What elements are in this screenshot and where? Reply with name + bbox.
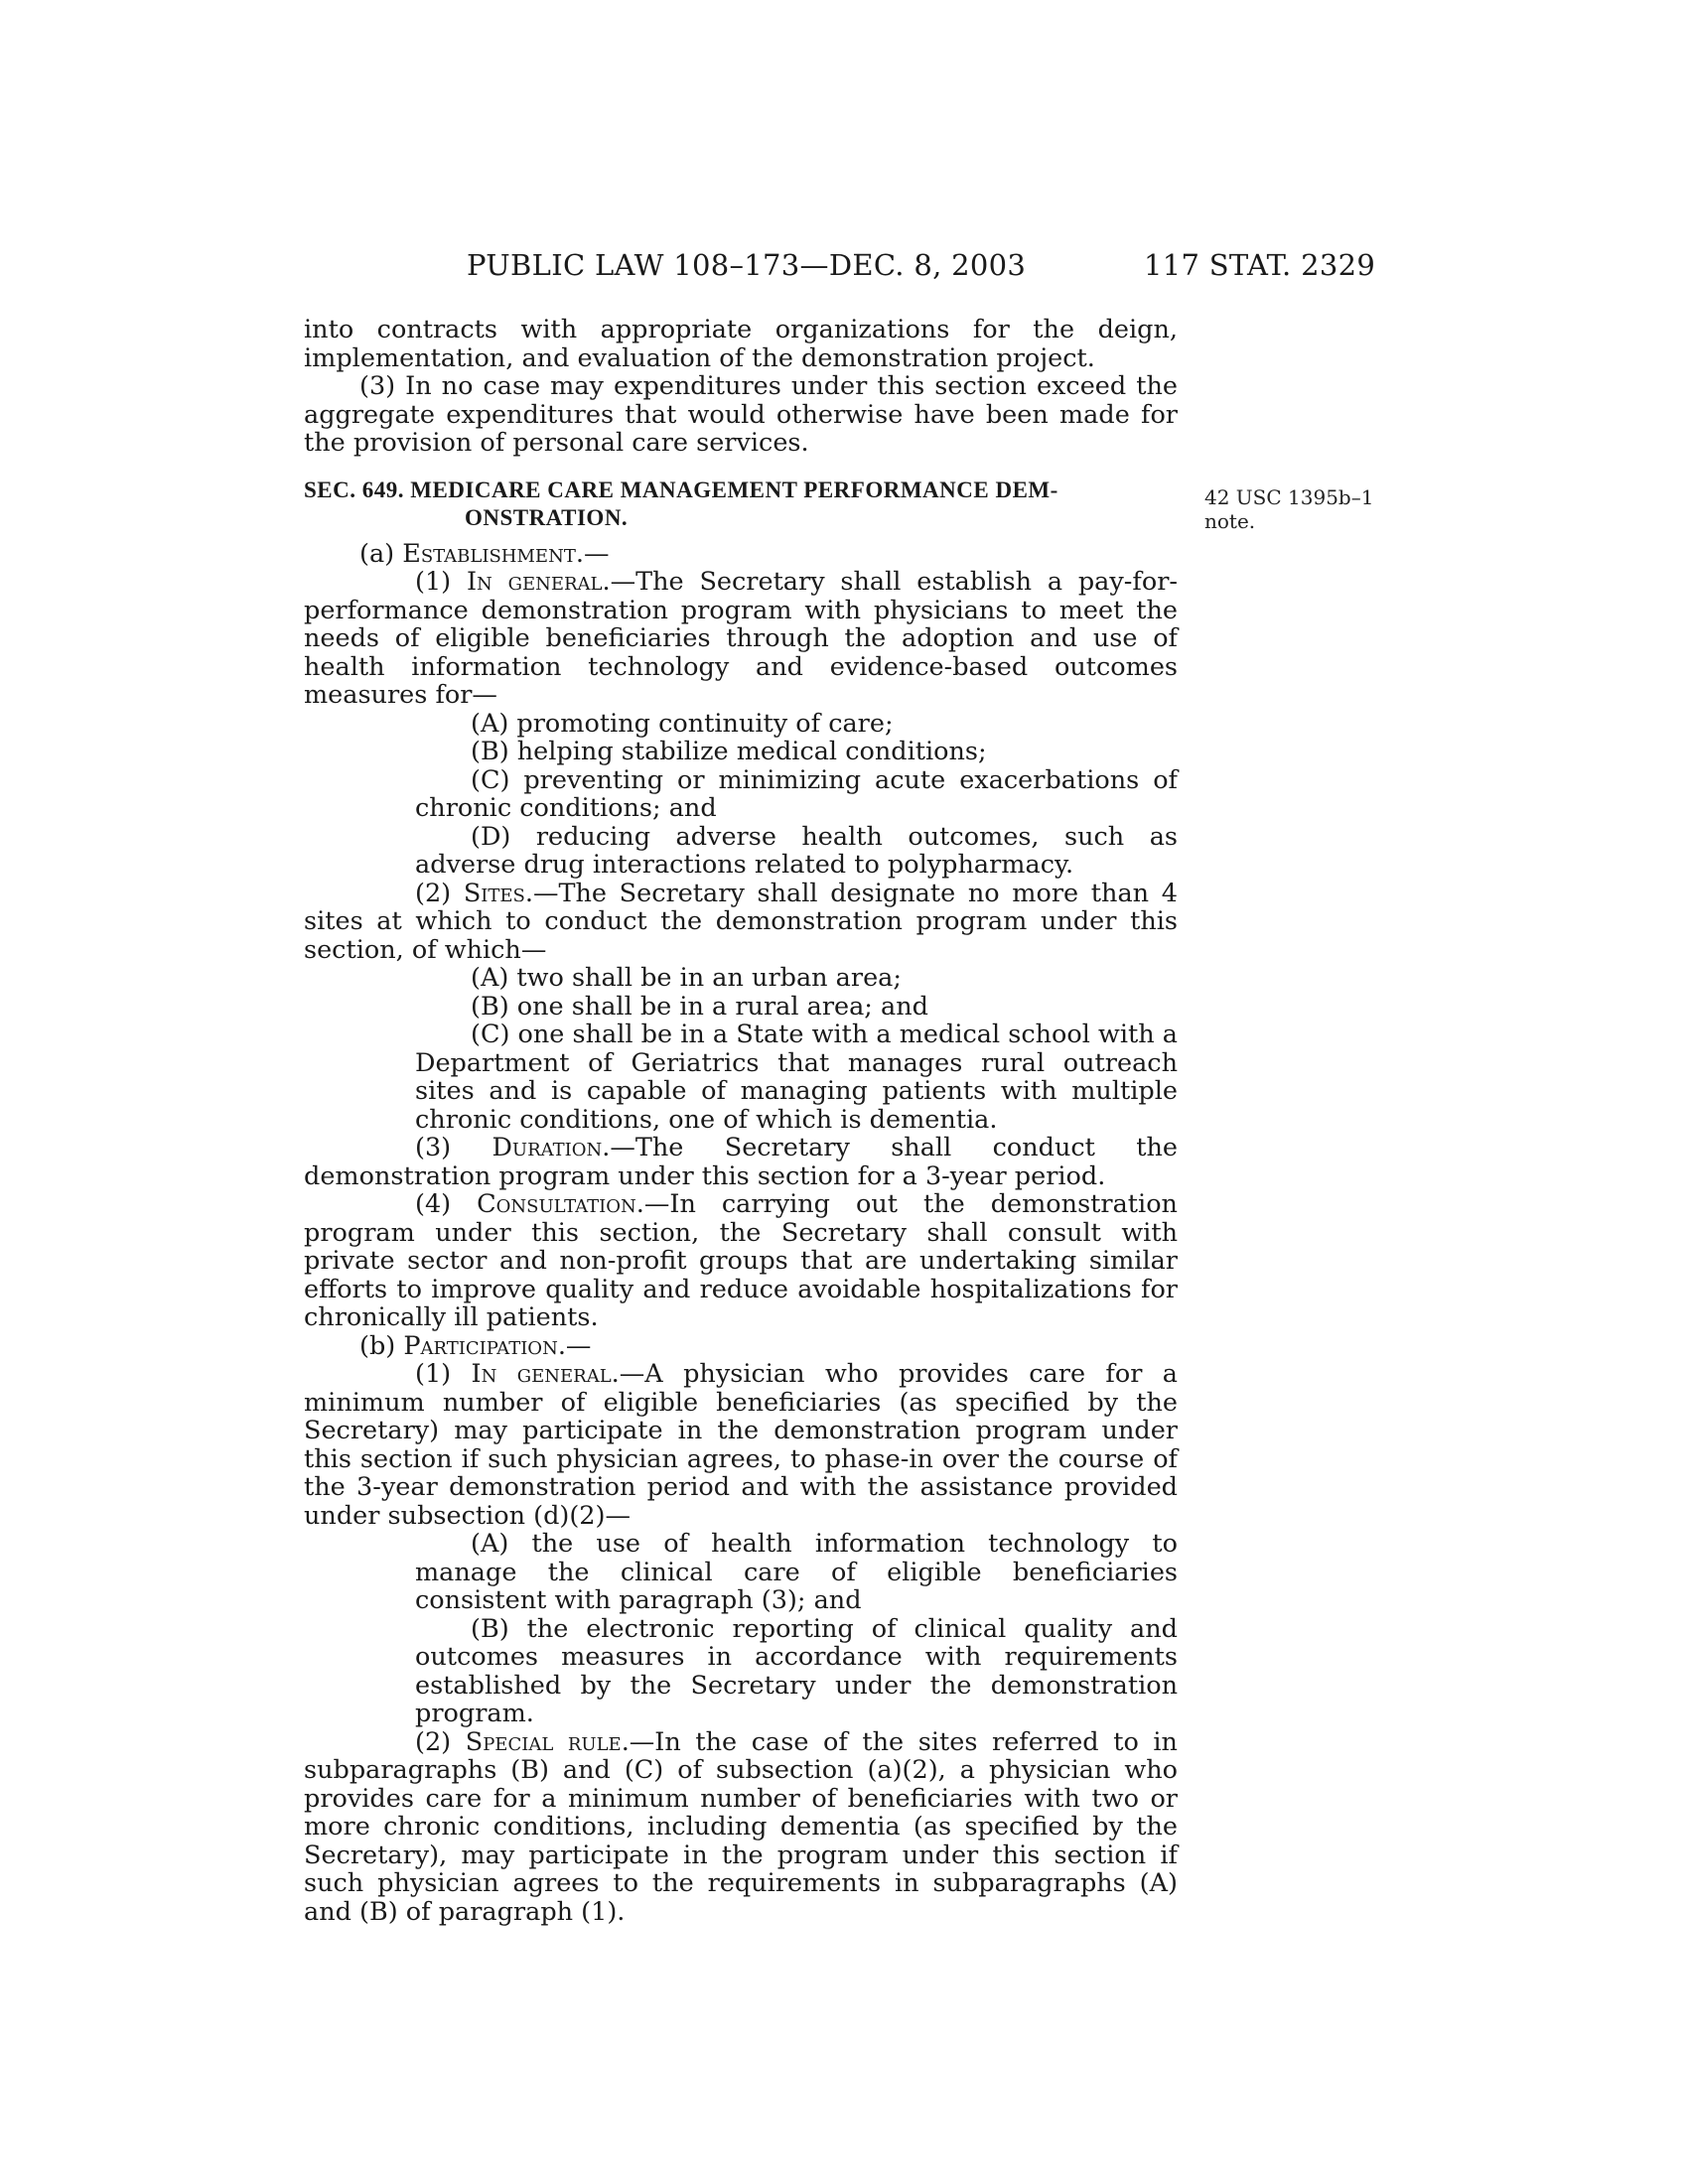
section-heading-line2: ONSTRATION. (465, 504, 629, 530)
paragraph-a2-num: (2) (415, 878, 464, 908)
subsection-a-num: (a) (359, 538, 403, 569)
paragraph-a1-title: In general (466, 567, 603, 597)
subsection-b-heading (304, 1332, 1178, 1361)
paragraph-a2 (304, 880, 1178, 965)
margin-note-citation: 42 USC 1395b–1 (1204, 485, 1374, 509)
paragraph-a1-num: (1) (415, 567, 467, 597)
paragraph-b1-text: .—A physician who provides care for a minimum number of eligible beneficiaries (as specified by the Secretary) may participate in the demonstration program under this section if such physician agrees, to phase-in over the course of the 3-year demonstration period and with the assistance provided under subsection (d)(2)— (304, 1359, 1179, 1531)
clause-b1-B: (B) the electronic reporting of clinical quality and outcomes measures in accordance with requirements established by the Secretary under the demonstration program. (415, 1613, 1178, 1728)
subsection-b-num: (b) (359, 1330, 404, 1361)
paragraph-a4-text: .—In carrying out the demonstration program under this section, the Secretary shall consult with private sector and non-profit groups that are undertaking similar efforts to improve quality and reduce avoidable hospitalizations for chronically ill patients. (304, 1189, 1178, 1332)
statute-reference: 117 STAT. 2329 (1144, 248, 1376, 282)
paragraph-a1-text: .—The Secretary shall establish a pay-for-performance demonstration program with physicians to meet the needs of eligible beneficiaries through the adoption and use of health information technology and evidence-based outcomes measures for— (304, 567, 1179, 710)
paragraph-continuation: into contracts with appropriate organizations for the deign, implementation, and evaluation of the demonstration project. (304, 315, 1178, 373)
paragraph-b1 (304, 1360, 1178, 1530)
margin-note-label: note. (1204, 509, 1256, 533)
paragraph-a3-text: .—The Secretary shall conduct the demonstration program under this section for a 3-year period. (304, 1133, 1178, 1191)
paragraph-b2-title: Special rule (465, 1726, 622, 1757)
paragraph-3: (3) In no case may expenditures under this section exceed the aggregate expenditures that would otherwise have been made for the provision of personal care services. (304, 371, 1178, 458)
subsection-a-title: Establishment (402, 538, 576, 569)
paragraph-b1-title: In general (471, 1359, 612, 1389)
clause-a1-C: (C) preventing or minimizing acute exacerbations of chronic conditions; and (415, 764, 1178, 823)
subsection-b-title: Participation (403, 1330, 558, 1361)
paragraph-b2-num: (2) (415, 1726, 466, 1757)
paragraph-b2 (304, 1728, 1178, 1927)
paragraph-a1 (304, 568, 1178, 710)
subsection-a-dash: .— (575, 538, 610, 569)
clause-a2-B: (B) one shall be in a rural area; and (471, 991, 928, 1022)
margin-note (1204, 485, 1403, 533)
paragraph-a3-title: Duration (492, 1133, 603, 1162)
paragraph-b2-text: .—In the case of the sites referred to in subparagraphs (B) and (C) of subsection (a)(2), a physician who provides care for a minimum number of beneficiaries with two or more chronic conditions, including dementia (as specified by the Secretary), may participate in the program under this section if such physician agrees to the requirements in subparagraphs (A) and (B) of paragraph (1). (304, 1726, 1178, 1927)
paragraph-a2-title: Sites (463, 878, 525, 908)
running-head: PUBLIC LAW 108–173—DEC. 8, 2003 (467, 248, 1027, 282)
section-heading-line1: SEC. 649. MEDICARE CARE MANAGEMENT PERFORMANCE DEM- (304, 477, 1058, 502)
clause-a2-A: (A) two shall be in an urban area; (471, 963, 902, 993)
page-header (298, 245, 1390, 285)
section-heading (304, 477, 1178, 532)
clause-b1-A: (A) the use of health information technology to manage the clinical care of eligible beneficiaries consistent with paragraph (3); and (415, 1529, 1178, 1615)
clause-a1-D: (D) reducing adverse health outcomes, such as adverse drug interactions related to polypharmacy. (415, 821, 1178, 880)
paragraph-b1-num: (1) (415, 1359, 472, 1389)
clause-a1-B: (B) helping stabilize medical conditions; (471, 737, 987, 766)
clause-a1-A: (A) promoting continuity of care; (471, 708, 894, 739)
paragraph-a3-num: (3) (415, 1133, 492, 1162)
clause-a2-C: (C) one shall be in a State with a medical school with a Department of Geriatrics that manages rural outreach sites and is capable of managing patients with multiple chronic conditions, one of which is dementia. (415, 1020, 1178, 1135)
subsection-b-dash: .— (557, 1330, 592, 1361)
paragraph-a2-text: .—The Secretary shall designate no more than 4 sites at which to conduct the demonstration program under this section, of which— (304, 878, 1178, 965)
paragraph-a4-num: (4) (415, 1189, 478, 1219)
paragraph-a3 (304, 1134, 1178, 1190)
body-text (304, 316, 1178, 1926)
paragraph-a4 (304, 1190, 1178, 1332)
paragraph-a4-title: Consultation (477, 1189, 636, 1219)
subsection-a-heading (304, 540, 1178, 569)
